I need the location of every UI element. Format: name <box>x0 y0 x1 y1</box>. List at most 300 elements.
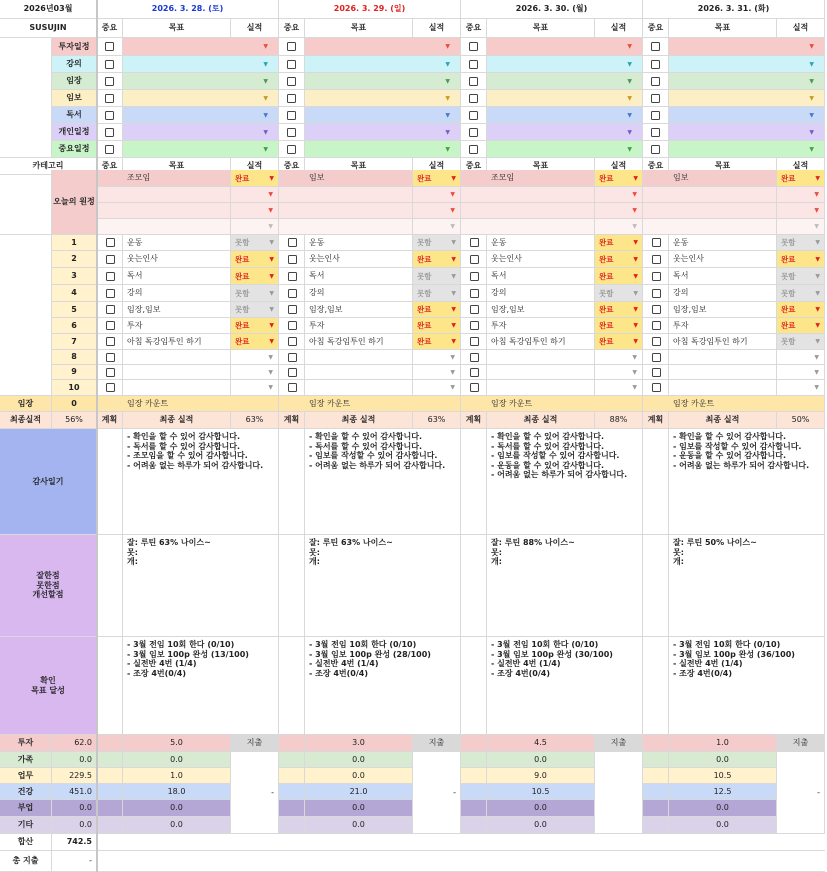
task-status-dropdown[interactable] <box>413 235 461 251</box>
task-status-dropdown[interactable] <box>777 235 825 251</box>
schedule-goal-dropdown[interactable] <box>305 56 461 73</box>
dropdown-arrow-icon[interactable]: ▼ <box>815 255 820 263</box>
gratitude-line: - 확인을 할 수 있어 감사합니다. <box>491 432 605 441</box>
dropdown-arrow-icon[interactable]: ▼ <box>450 223 455 230</box>
schedule-category-label: 임보 <box>52 90 97 107</box>
dropdown-arrow-icon[interactable]: ▼ <box>263 128 268 136</box>
schedule-goal-dropdown[interactable] <box>305 90 461 107</box>
schedule-goal-dropdown[interactable] <box>305 73 461 90</box>
dropdown-arrow-icon[interactable]: ▼ <box>815 239 820 246</box>
schedule-goal-dropdown[interactable] <box>305 38 461 56</box>
task-status-dropdown[interactable] <box>413 365 461 380</box>
task-status-dropdown[interactable] <box>777 268 825 285</box>
schedule-checkbox[interactable] <box>469 77 478 86</box>
dropdown-arrow-icon[interactable]: ▼ <box>815 174 820 182</box>
check-line: - 실전반 4번 (1/4) <box>127 659 197 669</box>
schedule-goal-dropdown[interactable] <box>487 56 643 73</box>
day-header-1: 2026. 3. 29. (일) <box>279 0 461 19</box>
dropdown-arrow-icon[interactable]: ▼ <box>815 289 820 297</box>
schedule-checkbox[interactable] <box>287 77 296 86</box>
category-result-label: 실적 <box>231 158 279 175</box>
task-status-dropdown[interactable] <box>231 268 279 285</box>
schedule-checkbox[interactable] <box>651 145 660 154</box>
expense-total: 0.0 <box>52 752 97 768</box>
dropdown-arrow-icon[interactable]: ▼ <box>263 60 268 68</box>
dropdown-arrow-icon[interactable]: ▼ <box>814 384 819 391</box>
task-checkbox[interactable] <box>470 305 479 314</box>
task-checkbox[interactable] <box>288 353 297 362</box>
dropdown-arrow-icon[interactable]: ▼ <box>627 128 632 136</box>
dropdown-arrow-icon[interactable]: ▼ <box>814 207 819 214</box>
status-label: 못함 <box>599 288 614 298</box>
schedule-checkbox[interactable] <box>105 111 114 120</box>
task-status-dropdown[interactable] <box>231 318 279 334</box>
expense-label: 건강 <box>0 784 52 800</box>
task-status-dropdown[interactable] <box>777 251 825 268</box>
task-checkbox[interactable] <box>652 321 661 330</box>
dropdown-arrow-icon[interactable]: ▼ <box>450 384 455 391</box>
dropdown-arrow-icon[interactable]: ▼ <box>627 43 632 50</box>
gratitude-line: - 운동을 할 수 있어 감사합니다. <box>673 451 787 461</box>
task-status-dropdown[interactable] <box>413 302 461 318</box>
dropdown-arrow-icon[interactable]: ▼ <box>809 43 814 50</box>
schedule-priority-cell <box>279 56 305 73</box>
status-label: 완료 <box>599 337 614 346</box>
status-label: 완료 <box>417 305 432 314</box>
wish-status-dropdown[interactable] <box>595 187 643 203</box>
task-status-dropdown[interactable] <box>595 380 643 396</box>
schedule-goal-dropdown[interactable] <box>305 107 461 124</box>
task-checkbox[interactable] <box>106 353 115 362</box>
schedule-goal-dropdown[interactable] <box>669 124 825 141</box>
expense-day-value: 9.0 <box>487 768 595 784</box>
dropdown-arrow-icon[interactable]: ▼ <box>633 255 638 263</box>
wish-status-dropdown[interactable] <box>413 219 461 235</box>
schedule-checkbox[interactable] <box>105 60 114 69</box>
wish-goal-cell: 임보 <box>279 170 413 187</box>
wish-status-dropdown[interactable] <box>231 170 279 187</box>
schedule-goal-dropdown[interactable] <box>123 38 279 56</box>
dropdown-arrow-icon[interactable]: ▼ <box>445 111 450 119</box>
dropdown-arrow-icon[interactable]: ▼ <box>451 322 456 329</box>
dropdown-arrow-icon[interactable]: ▼ <box>633 289 638 297</box>
dropdown-arrow-icon[interactable]: ▼ <box>627 145 632 153</box>
wish-status-dropdown[interactable] <box>231 219 279 235</box>
gratitude-line: - 조모임을 할 수 있어 감사합니다. <box>127 451 248 461</box>
dropdown-arrow-icon[interactable]: ▼ <box>450 191 455 198</box>
task-priority-cell <box>97 380 123 396</box>
dropdown-arrow-icon[interactable]: ▼ <box>809 60 814 68</box>
task-checkbox[interactable] <box>106 289 115 298</box>
wish-goal-cell <box>97 187 231 203</box>
schedule-priority-cell <box>279 141 305 158</box>
dropdown-arrow-icon[interactable]: ▼ <box>814 368 819 376</box>
dropdown-arrow-icon[interactable]: ▼ <box>632 223 637 230</box>
wish-status-dropdown[interactable] <box>777 170 825 187</box>
dropdown-arrow-icon[interactable]: ▼ <box>445 128 450 136</box>
dropdown-arrow-icon[interactable]: ▼ <box>633 322 638 329</box>
task-status-dropdown[interactable] <box>595 365 643 380</box>
day-header-2: 2026. 3. 30. (월) <box>461 0 643 19</box>
dropdown-arrow-icon[interactable]: ▼ <box>451 255 456 263</box>
schedule-checkbox[interactable] <box>105 94 114 103</box>
task-priority-cell <box>643 318 669 334</box>
schedule-checkbox[interactable] <box>469 111 478 120</box>
expense-label: 업무 <box>0 768 52 784</box>
dropdown-arrow-icon[interactable]: ▼ <box>263 43 268 50</box>
dropdown-arrow-icon[interactable]: ▼ <box>269 289 274 297</box>
dropdown-arrow-icon[interactable]: ▼ <box>451 272 456 280</box>
task-checkbox[interactable] <box>106 337 115 346</box>
status-label: 못함 <box>417 288 432 298</box>
schedule-goal-dropdown[interactable] <box>123 124 279 141</box>
task-status-dropdown[interactable] <box>595 268 643 285</box>
task-status-dropdown[interactable] <box>413 251 461 268</box>
schedule-checkbox[interactable] <box>651 94 660 103</box>
task-goal-cell <box>305 365 413 380</box>
task-status-dropdown[interactable] <box>595 302 643 318</box>
schedule-goal-dropdown[interactable] <box>669 73 825 90</box>
schedule-checkbox[interactable] <box>287 42 296 51</box>
task-status-dropdown[interactable] <box>595 251 643 268</box>
wish-status-dropdown[interactable] <box>413 187 461 203</box>
task-status-dropdown[interactable] <box>777 380 825 396</box>
task-status-dropdown[interactable] <box>413 268 461 285</box>
dropdown-arrow-icon[interactable]: ▼ <box>633 239 638 246</box>
wish-goal-cell <box>97 219 231 235</box>
dropdown-arrow-icon[interactable]: ▼ <box>450 353 455 361</box>
task-goal-cell: 투자 <box>487 318 595 334</box>
review-text <box>669 535 825 637</box>
expense-day-value: 4.5 <box>487 735 595 752</box>
task-checkbox[interactable] <box>470 238 479 247</box>
dropdown-arrow-icon[interactable]: ▼ <box>268 384 273 391</box>
schedule-goal-dropdown[interactable] <box>123 73 279 90</box>
dropdown-arrow-icon[interactable]: ▼ <box>450 207 455 214</box>
task-checkbox[interactable] <box>652 368 661 377</box>
task-status-dropdown[interactable] <box>231 365 279 380</box>
dropdown-arrow-icon[interactable]: ▼ <box>809 128 814 136</box>
dropdown-arrow-icon[interactable]: ▼ <box>263 145 268 153</box>
task-checkbox[interactable] <box>470 353 479 362</box>
task-priority-cell <box>643 380 669 396</box>
task-goal-cell: 임장,임보 <box>305 302 413 318</box>
schedule-checkbox[interactable] <box>469 60 478 69</box>
dropdown-arrow-icon[interactable]: ▼ <box>809 77 814 85</box>
schedule-goal-dropdown[interactable] <box>487 73 643 90</box>
expense-priority-spacer <box>279 768 305 784</box>
dropdown-arrow-icon[interactable]: ▼ <box>445 145 450 153</box>
dropdown-arrow-icon[interactable]: ▼ <box>451 338 456 345</box>
task-checkbox[interactable] <box>106 368 115 377</box>
task-checkbox[interactable] <box>652 255 661 264</box>
task-status-dropdown[interactable] <box>777 302 825 318</box>
expense-priority-spacer <box>461 735 487 752</box>
schedule-goal-dropdown[interactable] <box>487 124 643 141</box>
dropdown-arrow-icon[interactable]: ▼ <box>627 94 632 102</box>
wish-goal-cell <box>279 187 413 203</box>
task-checkbox[interactable] <box>652 272 661 281</box>
task-status-dropdown[interactable] <box>777 285 825 302</box>
dropdown-arrow-icon[interactable]: ▼ <box>451 306 456 313</box>
schedule-priority-cell <box>461 107 487 124</box>
final-result-percent: 63% <box>413 412 461 429</box>
schedule-goal-dropdown[interactable] <box>123 107 279 124</box>
gratitude-text <box>305 429 461 535</box>
schedule-goal-dropdown[interactable] <box>305 141 461 158</box>
dropdown-arrow-icon[interactable]: ▼ <box>815 322 820 329</box>
user-name: SUSUJIN <box>0 19 97 38</box>
dropdown-arrow-icon[interactable]: ▼ <box>445 43 450 50</box>
expense-priority-spacer <box>643 784 669 800</box>
task-checkbox[interactable] <box>470 368 479 377</box>
wish-status-dropdown[interactable] <box>595 219 643 235</box>
task-checkbox[interactable] <box>652 305 661 314</box>
task-checkbox[interactable] <box>288 238 297 247</box>
dropdown-arrow-icon[interactable]: ▼ <box>632 191 637 198</box>
schedule-checkbox[interactable] <box>651 77 660 86</box>
dropdown-arrow-icon[interactable]: ▼ <box>632 353 637 361</box>
task-status-dropdown[interactable] <box>777 334 825 350</box>
header-priority-label: 중요 <box>279 19 305 38</box>
dropdown-arrow-icon[interactable]: ▼ <box>268 223 273 230</box>
dropdown-arrow-icon[interactable]: ▼ <box>633 338 638 345</box>
dropdown-arrow-icon[interactable]: ▼ <box>269 174 274 182</box>
dropdown-arrow-icon[interactable]: ▼ <box>269 306 274 313</box>
schedule-goal-dropdown[interactable] <box>487 107 643 124</box>
dropdown-arrow-icon[interactable]: ▼ <box>632 384 637 391</box>
task-status-dropdown[interactable] <box>777 350 825 365</box>
task-checkbox[interactable] <box>470 272 479 281</box>
schedule-goal-dropdown[interactable] <box>305 124 461 141</box>
task-status-dropdown[interactable] <box>595 318 643 334</box>
wish-status-dropdown[interactable] <box>777 219 825 235</box>
dropdown-arrow-icon[interactable]: ▼ <box>263 94 268 102</box>
schedule-checkbox[interactable] <box>469 145 478 154</box>
review-line: 잘: 루틴 63% 나이스~ <box>127 538 211 547</box>
dropdown-arrow-icon[interactable]: ▼ <box>268 191 273 198</box>
check-label-line: 확인 <box>40 675 56 685</box>
dropdown-arrow-icon[interactable]: ▼ <box>633 272 638 280</box>
review-text <box>305 535 461 637</box>
dropdown-arrow-icon[interactable]: ▼ <box>815 272 820 280</box>
task-checkbox[interactable] <box>470 383 479 392</box>
dropdown-arrow-icon[interactable]: ▼ <box>633 306 638 313</box>
schedule-goal-dropdown[interactable] <box>487 141 643 158</box>
task-checkbox[interactable] <box>652 337 661 346</box>
schedule-goal-dropdown[interactable] <box>487 90 643 107</box>
wish-goal-cell <box>643 219 777 235</box>
task-status-dropdown[interactable] <box>777 365 825 380</box>
schedule-checkbox[interactable] <box>651 128 660 137</box>
task-checkbox[interactable] <box>470 289 479 298</box>
task-status-dropdown[interactable] <box>777 318 825 334</box>
expense-day-value: 1.0 <box>669 735 777 752</box>
dropdown-arrow-icon[interactable]: ▼ <box>814 223 819 230</box>
header-priority-label: 중요 <box>97 19 123 38</box>
task-checkbox[interactable] <box>652 289 661 298</box>
dropdown-arrow-icon[interactable]: ▼ <box>268 353 273 361</box>
schedule-priority-cell <box>461 90 487 107</box>
task-checkbox[interactable] <box>288 383 297 392</box>
task-checkbox[interactable] <box>106 255 115 264</box>
task-status-dropdown[interactable] <box>231 350 279 365</box>
task-status-dropdown[interactable] <box>595 235 643 251</box>
task-status-dropdown[interactable] <box>231 235 279 251</box>
wish-status-dropdown[interactable] <box>231 203 279 219</box>
schedule-checkbox[interactable] <box>287 145 296 154</box>
task-checkbox[interactable] <box>470 337 479 346</box>
dropdown-arrow-icon[interactable]: ▼ <box>809 145 814 153</box>
task-status-dropdown[interactable] <box>231 285 279 302</box>
dropdown-arrow-icon[interactable]: ▼ <box>632 368 637 376</box>
task-status-dropdown[interactable] <box>413 380 461 396</box>
schedule-checkbox[interactable] <box>287 111 296 120</box>
status-label: 못함 <box>417 238 432 247</box>
dropdown-arrow-icon[interactable]: ▼ <box>269 338 274 345</box>
task-status-dropdown[interactable] <box>413 318 461 334</box>
task-status-dropdown[interactable] <box>595 285 643 302</box>
dropdown-arrow-icon[interactable]: ▼ <box>268 207 273 214</box>
task-goal-cell: 웃는인사 <box>305 251 413 268</box>
task-checkbox[interactable] <box>652 238 661 247</box>
task-status-dropdown[interactable] <box>231 334 279 350</box>
task-number: 7 <box>52 334 97 350</box>
task-checkbox[interactable] <box>288 337 297 346</box>
schedule-checkbox[interactable] <box>469 94 478 103</box>
task-status-dropdown[interactable] <box>413 350 461 365</box>
schedule-checkbox[interactable] <box>287 60 296 69</box>
dropdown-arrow-icon[interactable]: ▼ <box>263 77 268 85</box>
expense-priority-spacer <box>643 735 669 752</box>
schedule-goal-dropdown[interactable] <box>669 107 825 124</box>
dropdown-arrow-icon[interactable]: ▼ <box>268 368 273 376</box>
task-status-dropdown[interactable] <box>595 334 643 350</box>
schedule-goal-dropdown[interactable] <box>669 56 825 73</box>
dropdown-arrow-icon[interactable]: ▼ <box>450 368 455 376</box>
schedule-goal-dropdown[interactable] <box>123 141 279 158</box>
frozen-column-divider[interactable] <box>96 0 98 872</box>
schedule-checkbox[interactable] <box>651 111 660 120</box>
wish-status-dropdown[interactable] <box>595 203 643 219</box>
dropdown-arrow-icon[interactable]: ▼ <box>445 60 450 68</box>
task-status-dropdown[interactable] <box>413 334 461 350</box>
status-label: 완료 <box>781 254 796 264</box>
task-checkbox[interactable] <box>288 368 297 377</box>
schedule-checkbox[interactable] <box>651 42 660 51</box>
dropdown-arrow-icon[interactable]: ▼ <box>445 77 450 85</box>
schedule-checkbox[interactable] <box>105 128 114 137</box>
dropdown-arrow-icon[interactable]: ▼ <box>627 111 632 119</box>
task-checkbox[interactable] <box>288 321 297 330</box>
check-line: - 3월 전임 10회 한다 (0/10) <box>309 640 417 649</box>
dropdown-arrow-icon[interactable]: ▼ <box>814 353 819 361</box>
schedule-goal-dropdown[interactable] <box>487 38 643 56</box>
task-status-dropdown[interactable] <box>231 251 279 268</box>
task-checkbox[interactable] <box>288 289 297 298</box>
dropdown-arrow-icon[interactable]: ▼ <box>633 174 638 182</box>
task-checkbox[interactable] <box>652 383 661 392</box>
task-checkbox[interactable] <box>652 353 661 362</box>
task-status-dropdown[interactable] <box>231 380 279 396</box>
total-row-spacer <box>97 851 825 872</box>
status-label: 완료 <box>417 337 432 346</box>
dropdown-arrow-icon[interactable]: ▼ <box>814 191 819 198</box>
dropdown-arrow-icon[interactable]: ▼ <box>263 111 268 119</box>
task-checkbox[interactable] <box>106 383 115 392</box>
task-checkbox[interactable] <box>106 305 115 314</box>
task-priority-cell <box>279 365 305 380</box>
task-checkbox[interactable] <box>288 305 297 314</box>
wish-status-dropdown[interactable] <box>777 203 825 219</box>
schedule-checkbox[interactable] <box>105 145 114 154</box>
task-status-dropdown[interactable] <box>231 302 279 318</box>
dropdown-arrow-icon[interactable]: ▼ <box>627 60 632 68</box>
review-line: 잘: 루틴 63% 나이스~ <box>309 538 393 547</box>
dropdown-arrow-icon[interactable]: ▼ <box>632 207 637 214</box>
schedule-goal-dropdown[interactable] <box>123 90 279 107</box>
dropdown-arrow-icon[interactable]: ▼ <box>815 338 820 345</box>
schedule-checkbox[interactable] <box>469 42 478 51</box>
dropdown-arrow-icon[interactable]: ▼ <box>809 94 814 102</box>
expense-day-value: 1.0 <box>123 768 231 784</box>
dropdown-arrow-icon[interactable]: ▼ <box>451 289 456 297</box>
task-checkbox[interactable] <box>106 321 115 330</box>
schedule-checkbox[interactable] <box>105 42 114 51</box>
dropdown-arrow-icon[interactable]: ▼ <box>627 77 632 85</box>
wish-status-dropdown[interactable] <box>413 203 461 219</box>
task-priority-cell <box>279 268 305 285</box>
schedule-goal-dropdown[interactable] <box>123 56 279 73</box>
wish-status-dropdown[interactable] <box>595 170 643 187</box>
dropdown-arrow-icon[interactable]: ▼ <box>269 239 274 246</box>
task-status-dropdown[interactable] <box>595 350 643 365</box>
expense-day-value: 12.5 <box>669 784 777 800</box>
task-checkbox[interactable] <box>106 272 115 281</box>
schedule-goal-dropdown[interactable] <box>669 90 825 107</box>
task-checkbox[interactable] <box>470 255 479 264</box>
dropdown-arrow-icon[interactable]: ▼ <box>451 174 456 182</box>
dropdown-arrow-icon[interactable]: ▼ <box>269 272 274 280</box>
schedule-checkbox[interactable] <box>105 77 114 86</box>
schedule-checkbox[interactable] <box>287 94 296 103</box>
wish-status-dropdown[interactable] <box>413 170 461 187</box>
task-checkbox[interactable] <box>106 238 115 247</box>
wish-status-dropdown[interactable] <box>231 187 279 203</box>
wish-status-dropdown[interactable] <box>777 187 825 203</box>
task-goal-cell: 투자 <box>123 318 231 334</box>
schedule-category-label: 투자일정 <box>52 38 97 56</box>
schedule-checkbox[interactable] <box>287 128 296 137</box>
dropdown-arrow-icon[interactable]: ▼ <box>809 111 814 119</box>
task-status-dropdown[interactable] <box>413 285 461 302</box>
dropdown-arrow-icon[interactable]: ▼ <box>269 322 274 329</box>
task-checkbox[interactable] <box>470 321 479 330</box>
schedule-goal-dropdown[interactable] <box>669 141 825 158</box>
gratitude-text <box>123 429 279 535</box>
schedule-checkbox[interactable] <box>469 128 478 137</box>
task-goal-cell: 강의 <box>669 285 777 302</box>
task-goal-cell: 아침 독강임투인 하기 <box>123 334 231 350</box>
schedule-goal-dropdown[interactable] <box>669 38 825 56</box>
task-checkbox[interactable] <box>288 272 297 281</box>
dropdown-arrow-icon[interactable]: ▼ <box>815 306 820 313</box>
schedule-checkbox[interactable] <box>651 60 660 69</box>
dropdown-arrow-icon[interactable]: ▼ <box>269 255 274 263</box>
dropdown-arrow-icon[interactable]: ▼ <box>445 94 450 102</box>
task-checkbox[interactable] <box>288 255 297 264</box>
dropdown-arrow-icon[interactable]: ▼ <box>451 239 456 246</box>
